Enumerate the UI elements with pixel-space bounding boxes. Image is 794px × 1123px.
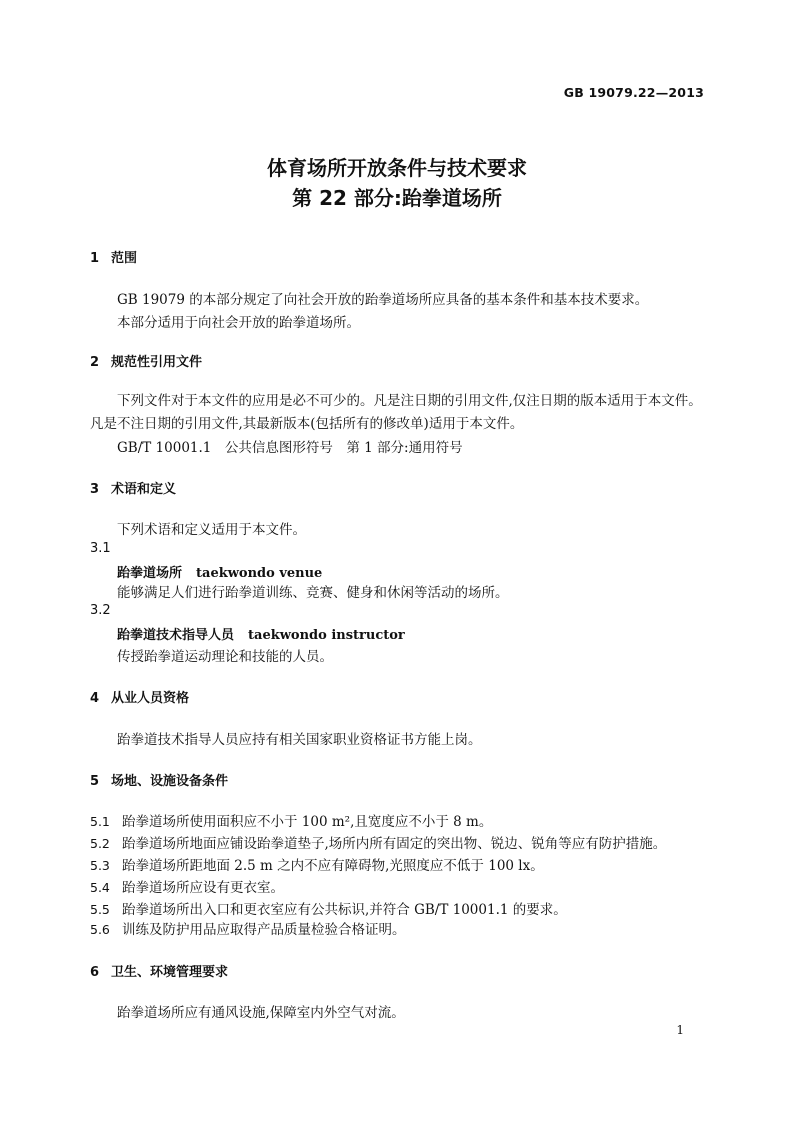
- normative-reference: GB/T 10001.1 公共信息图形符号 第 1 部分:通用符号: [117, 440, 463, 456]
- clause-text: 跆拳道场所出入口和更衣室应有公共标识,并符合 GB/T 10001.1 的要求。: [122, 902, 567, 918]
- term-english: taekwondo venue: [196, 566, 323, 581]
- list-item: [90, 876, 284, 896]
- section-title: 从业人员资格: [111, 691, 190, 706]
- term-chinese: 跆拳道场所: [117, 566, 183, 581]
- term-entry: [117, 624, 405, 643]
- page-number: 1: [676, 1023, 684, 1037]
- clause-number: 5.2: [90, 836, 110, 851]
- section-number: 3: [90, 482, 100, 497]
- document-title: 体育场所开放条件与技术要求: [267, 156, 527, 180]
- section-title: 卫生、环境管理要求: [111, 965, 229, 980]
- clause-text: 跆拳道场所使用面积应不小于 100 m²,且宽度应不小于 8 m。: [122, 814, 493, 830]
- list-item: [90, 918, 406, 938]
- document-subtitle: 第 22 部分:跆拳道场所: [292, 186, 502, 210]
- paragraph: 本部分适用于向社会开放的跆拳道场所。: [117, 315, 360, 331]
- list-item: [90, 832, 666, 852]
- section-heading-6: [90, 961, 228, 980]
- term-english: taekwondo instructor: [248, 628, 405, 643]
- paragraph: 下列术语和定义适用于本文件。: [117, 522, 306, 538]
- clause-text: 跆拳道场所应设有更衣室。: [122, 880, 284, 896]
- section-title: 术语和定义: [111, 482, 177, 497]
- section-title: 场地、设施设备条件: [111, 774, 229, 789]
- clause-number: 5.6: [90, 922, 110, 937]
- section-heading-5: [90, 770, 228, 789]
- section-heading-2: [90, 351, 202, 370]
- section-heading-3: [90, 478, 176, 497]
- section-number: 4: [90, 691, 100, 706]
- paragraph: 跆拳道场所应有通风设施,保障室内外空气对流。: [117, 1005, 405, 1021]
- term-definition: 传授跆拳道运动理论和技能的人员。: [117, 649, 333, 665]
- clause-number: 5.4: [90, 880, 110, 895]
- paragraph: 下列文件对于本文件的应用是必不可少的。凡是注日期的引用文件,仅注日期的版本适用于本文件。凡是不注日期的引用文件,其最新版本(包括所有的修改单)适用于本文件。: [90, 393, 702, 432]
- term-chinese: 跆拳道技术指导人员: [117, 628, 235, 643]
- clause-text: 跆拳道场所距地面 2.5 m 之内不应有障碍物,光照度应不低于 100 lx。: [122, 858, 544, 874]
- section-heading-1: [90, 247, 137, 266]
- standard-number: GB 19079.22—2013: [563, 85, 704, 100]
- section-heading-4: [90, 687, 189, 706]
- section-title: 规范性引用文件: [111, 355, 203, 370]
- section-number: 6: [90, 965, 100, 980]
- paragraph: 跆拳道技术指导人员应持有相关国家职业资格证书方能上岗。: [117, 732, 482, 748]
- term-definition: 能够满足人们进行跆拳道训练、竞赛、健身和休闲等活动的场所。: [117, 585, 509, 601]
- section-number: 5: [90, 774, 100, 789]
- section-number: 2: [90, 355, 100, 370]
- clause-number: 5.3: [90, 858, 110, 873]
- clause-number: 5.5: [90, 902, 110, 917]
- list-item: [90, 854, 544, 874]
- term-number: 3.2: [90, 603, 111, 618]
- list-item: [90, 810, 492, 830]
- term-number: 3.1: [90, 541, 111, 556]
- section-title: 范围: [111, 251, 138, 266]
- section-number: 1: [90, 251, 100, 266]
- clause-number: 5.1: [90, 814, 110, 829]
- list-item: [90, 898, 567, 918]
- clause-text: 训练及防护用品应取得产品质量检验合格证明。: [122, 922, 406, 938]
- clause-text: 跆拳道场所地面应铺设跆拳道垫子,场所内所有固定的突出物、锐边、锐角等应有防护措施。: [122, 836, 667, 852]
- paragraph: GB 19079 的本部分规定了向社会开放的跆拳道场所应具备的基本条件和基本技术要求。: [117, 292, 649, 308]
- term-entry: [117, 562, 322, 581]
